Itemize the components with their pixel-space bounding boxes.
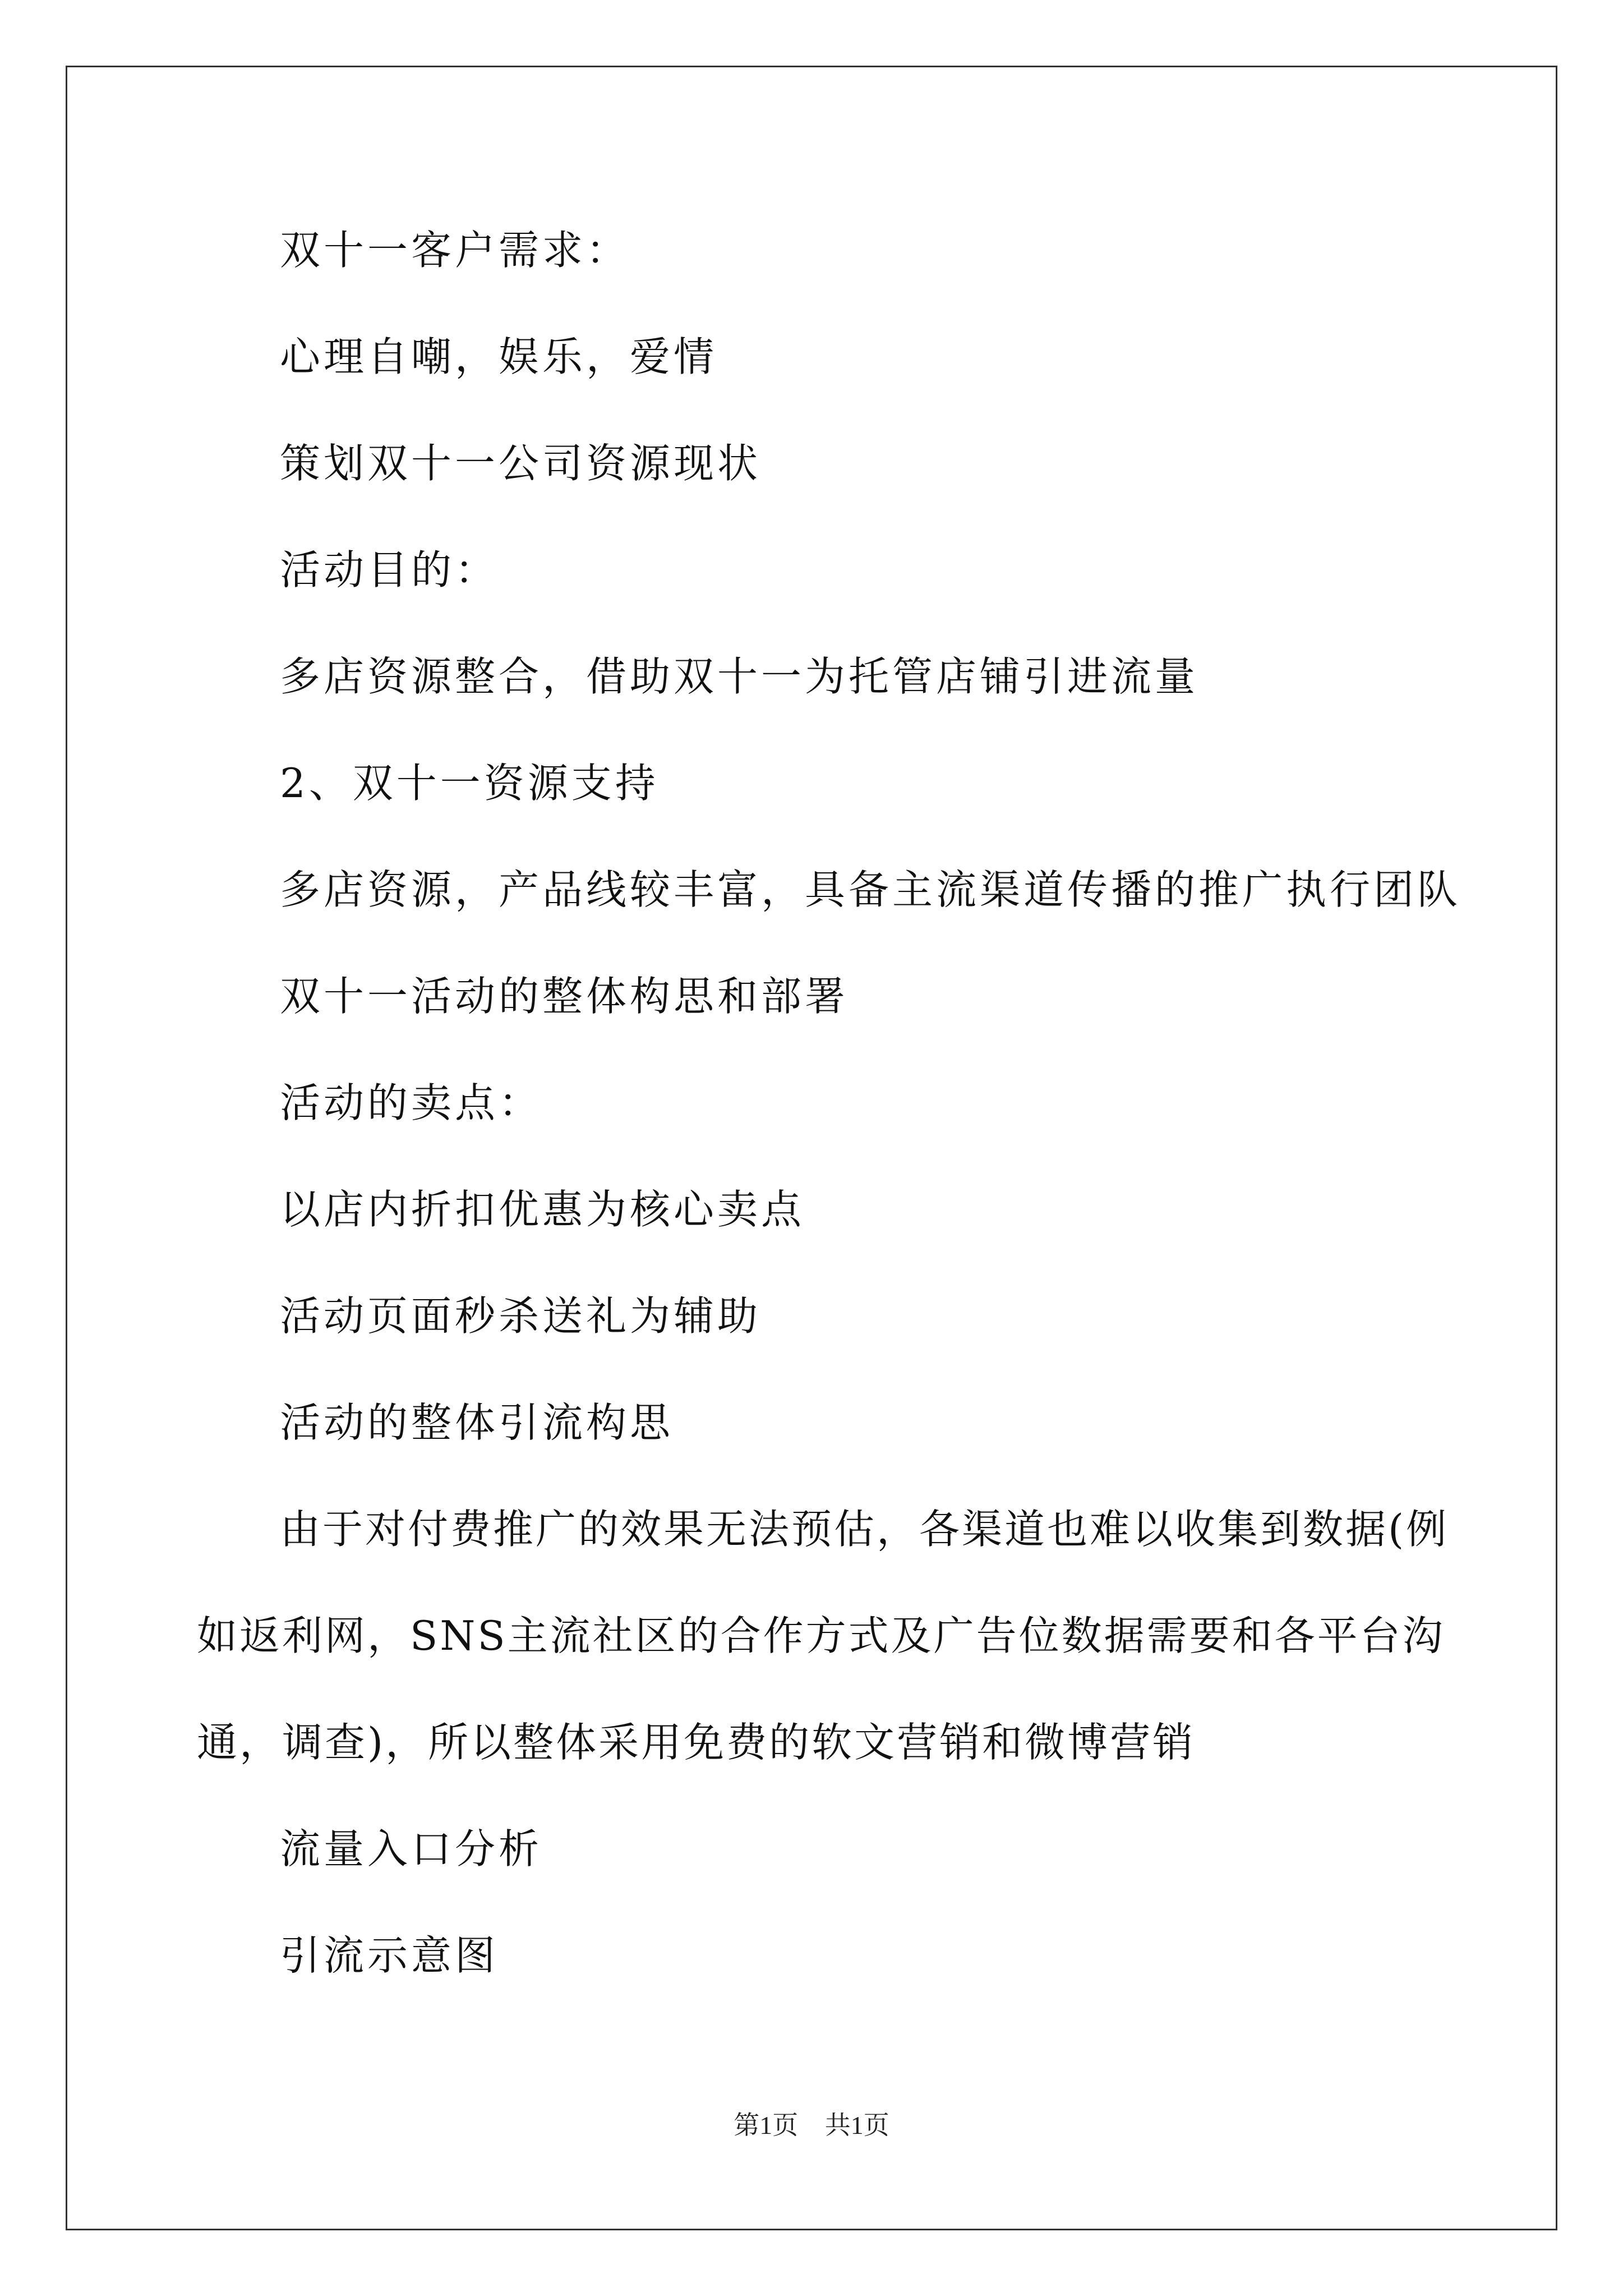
paragraph-traffic-plan: 由于对付费推广的效果无法预估，各渠道也难以收集到数据(例如返利网，SNS主流社区的合作方式及广告位数据需要和各平台沟通，调查)，所以整体采用免费的软文营销和微博营销 [197,1506,1449,1766]
paragraph-resource-support-heading: 2、双十一资源支持 [280,760,659,807]
page-number-total: 共1页 [824,2111,889,2139]
page-number-current: 第1页 [734,2111,799,2139]
paragraph-customer-needs-heading: 双十一客户需求： [280,227,630,274]
paragraph-customer-needs: 心理自嘲，娱乐，爱情 [280,333,718,380]
paragraph-resource-support: 多店资源，产品线较丰富，具备主流渠道传播的推广执行团队 [280,866,1461,913]
paragraph-selling-points-heading: 活动的卖点： [280,1079,543,1126]
paragraph-traffic-entry-heading: 流量入口分析 [280,1825,543,1872]
page-footer [0,2105,1623,2142]
paragraph-auxiliary-selling-point: 活动页面秒杀送礼为辅助 [280,1292,762,1340]
paragraph-traffic-plan-heading: 活动的整体引流构思 [280,1399,674,1446]
paragraph-traffic-diagram-heading: 引流示意图 [280,1932,499,1979]
paragraph-core-selling-point: 以店内折扣优惠为核心卖点 [280,1186,805,1233]
paragraph-overall-plan-heading: 双十一活动的整体构思和部署 [280,973,849,1020]
document-body [197,222,1461,2034]
paragraph-goal-heading: 活动目的： [280,546,499,593]
paragraph-resource-status-heading: 策划双十一公司资源现状 [280,440,762,487]
paragraph-goal: 多店资源整合，借助双十一为托管店铺引进流量 [280,653,1199,700]
